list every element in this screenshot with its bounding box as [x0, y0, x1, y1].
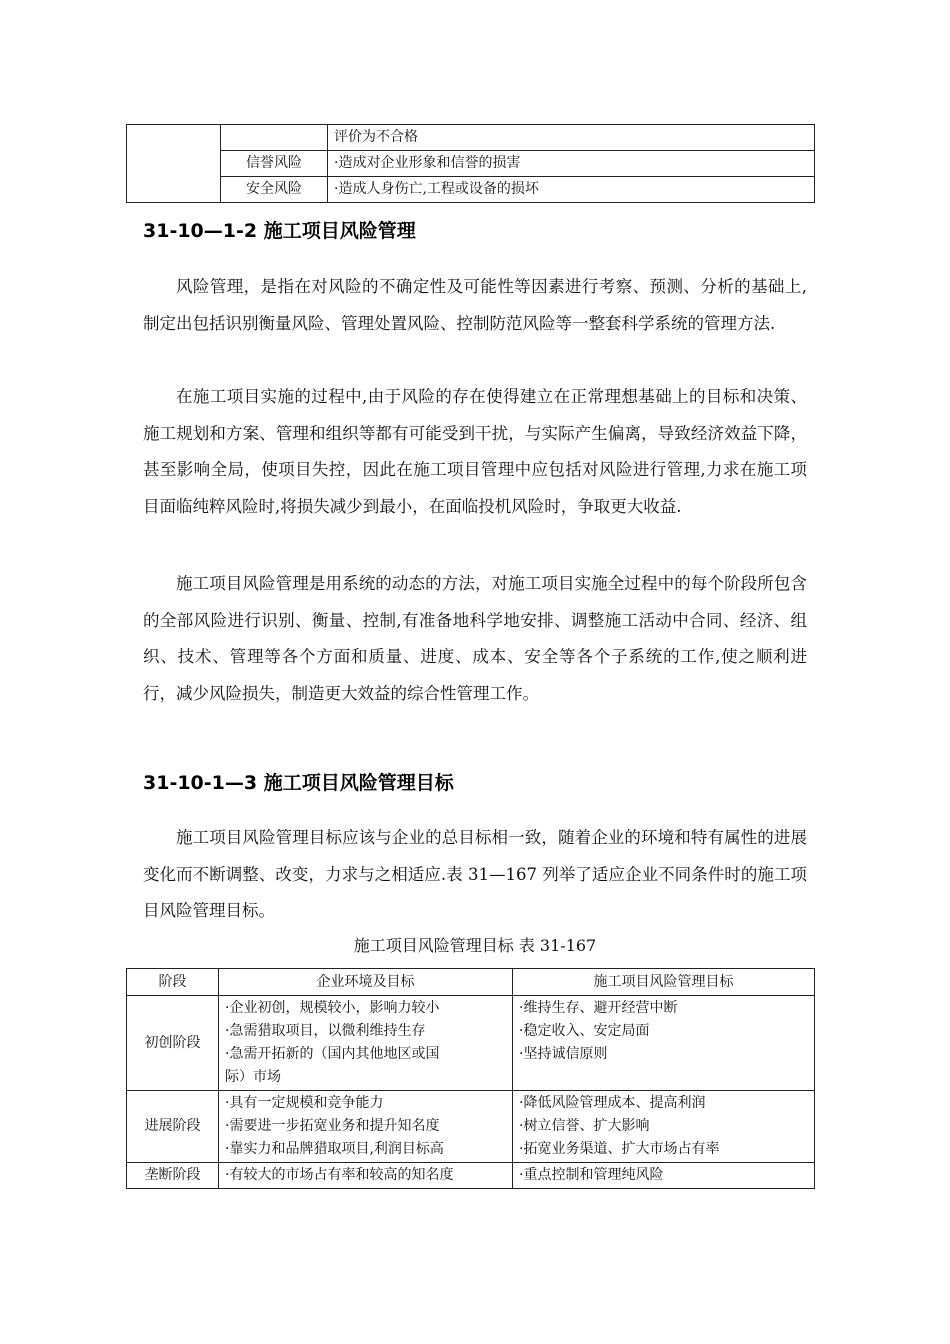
environment-cell — [219, 996, 513, 1091]
environment-item: ·需要进一步拓宽业务和提升知名度 — [225, 1118, 440, 1134]
environment-item: ·企业初创，规模较小，影响力较小 — [225, 1000, 440, 1016]
risk-type-cell: 信誉风险 — [221, 151, 328, 177]
stage-cell: 垄断阶段 — [127, 1163, 219, 1189]
environment-item: 际）市场 — [225, 1069, 281, 1085]
objectives-cell — [513, 1163, 815, 1189]
objective-item: ·坚持诚信原则 — [519, 1046, 608, 1062]
risk-type-cell: 安全风险 — [221, 177, 328, 203]
objective-item: ·稳定收入、安定局面 — [519, 1023, 650, 1039]
objective-item: ·维持生存、避开经营中断 — [519, 1000, 678, 1016]
table-row — [127, 1091, 815, 1163]
objective-item: ·树立信誉、扩大影响 — [519, 1118, 650, 1134]
objectives-cell — [513, 996, 815, 1091]
risk-category-cell — [127, 125, 221, 203]
table-row — [127, 996, 815, 1091]
table-row — [127, 125, 815, 151]
column-header-environment: 企业环境及目标 — [219, 969, 513, 996]
section-heading-risk-objectives: 31-10-1—3 施工项目风险管理目标 — [143, 772, 454, 794]
environment-cell — [219, 1091, 513, 1163]
environment-item: ·急需猎取项目，以微利维持生存 — [225, 1023, 426, 1039]
objective-item: ·重点控制和管理纯风险 — [519, 1167, 664, 1183]
paragraph: 施工项目风险管理目标应该与企业的总目标相一致，随着企业的环境和特有属性的进展变化而不断调整、改变，力求与之相适应.表 31—167 列举了适应企业不同条件时的施工项目风险管理目标。 — [143, 828, 807, 920]
section-heading-risk-management: 31-10—1-2 施工项目风险管理 — [143, 220, 416, 242]
environment-cell — [219, 1163, 513, 1189]
paragraph: 在施工项目实施的过程中,由于风险的存在使得建立在正常理想基础上的目标和决策、施工规划和方案、管理和组织等都有可能受到干扰，与实际产生偏离，导致经济效益下降，甚至影响全局，使项目失控，因此在施工项目管理中应包括对风险进行管理,力求在施工项目面临纯粹风险时,将损失减少到最小，在面临投机风险时，争取更大收益. — [143, 387, 807, 516]
table-header-row — [127, 969, 815, 996]
risk-consequence-cell: 评价为不合格 — [328, 125, 815, 151]
environment-item: ·具有一定规模和竞争能力 — [225, 1095, 384, 1111]
objectives-cell — [513, 1091, 815, 1163]
paragraph: 风险管理，是指在对风险的不确定性及可能性等因素进行考察、预测、分析的基础上,制定出包括识别衡量风险、管理处置风险、控制防范风险等一整套科学系统的管理方法. — [143, 277, 807, 333]
table-row — [127, 177, 815, 203]
paragraph: 施工项目风险管理是用系统的动态的方法，对施工项目实施全过程中的每个阶段所包含的全部风险进行识别、衡量、控制,有准备地科学地安排、调整施工活动中合同、经济、组织、技术、管理等各个方面和质量、进度、成本、安全等各个子系统的工作,使之顺利进行，减少风险损失，制造更大效益的综合性管理工作。 — [143, 574, 807, 703]
environment-item: ·急需开拓新的（国内其他地区或国 — [225, 1046, 440, 1062]
table-row — [127, 1163, 815, 1189]
objective-item: ·降低风险管理成本、提高利润 — [519, 1095, 706, 1111]
environment-item: ·靠实力和品牌猎取项目,利润目标高 — [225, 1141, 444, 1157]
column-header-stage: 阶段 — [127, 969, 219, 996]
objective-item: ·拓宽业务渠道、扩大市场占有率 — [519, 1141, 720, 1157]
risk-type-cell — [221, 125, 328, 151]
stage-cell: 初创阶段 — [127, 996, 219, 1091]
table-row — [127, 151, 815, 177]
risk-objectives-table — [126, 968, 815, 1189]
column-header-objectives: 施工项目风险管理目标 — [513, 969, 815, 996]
table-caption: 施工项目风险管理目标 表 31-167 — [353, 936, 597, 955]
stage-cell: 进展阶段 — [127, 1091, 219, 1163]
risk-consequence-cell: ·造成人身伤亡,工程或设备的损坏 — [328, 177, 815, 203]
risk-consequence-cell: ·造成对企业形象和信誉的损害 — [328, 151, 815, 177]
environment-item: ·有较大的市场占有率和较高的知名度 — [225, 1167, 454, 1183]
risk-category-table — [126, 124, 815, 203]
